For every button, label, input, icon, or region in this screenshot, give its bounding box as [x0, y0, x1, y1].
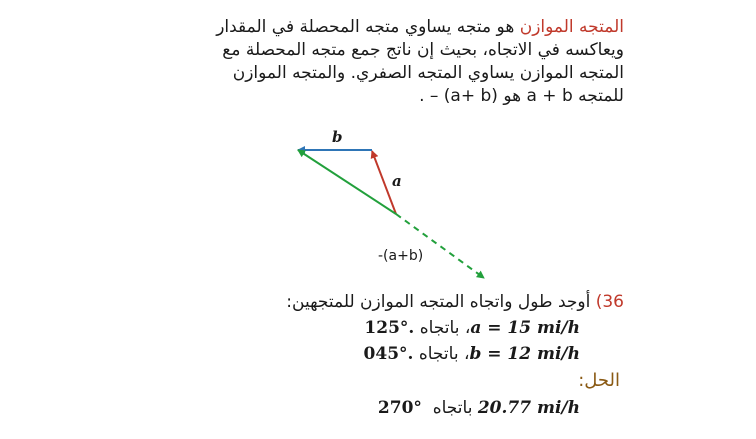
definition-line-1-text: هو متجه يساوي متجه المحصلة في المقدار: [216, 17, 515, 37]
vector-a-sep: ، باتجاه: [419, 318, 471, 338]
label-a: a: [392, 172, 402, 190]
definition-line-1: [104, 16, 624, 39]
question-number: 36): [595, 292, 624, 312]
vector-b-sep: ، باتجاه: [418, 344, 470, 364]
solution-direction-word: باتجاه: [432, 398, 473, 418]
vector-b-expr: b = 12 mi/h: [469, 344, 580, 364]
vector-a-expr: a = 15 mi/h: [470, 318, 580, 338]
vector-diagram: [280, 122, 500, 292]
equilibrant-arrow: [396, 214, 484, 278]
definition-line-4: للمتجه a + b هو (a+ b) – .: [419, 86, 624, 106]
question-block: [64, 290, 624, 314]
solution-magnitude: 20.77 mi/h: [477, 398, 580, 418]
vector-a-line: [364, 318, 580, 338]
term-highlight: المتجه الموازن: [519, 17, 624, 37]
vector-b-line: [364, 344, 580, 364]
vector-b-angle: 045°.: [363, 344, 414, 364]
solution-answer: [378, 398, 580, 418]
label-b: b: [332, 128, 343, 146]
question-text: أوجد طول واتجاه المتجه الموازن للمتجهين:: [286, 292, 591, 312]
definition-paragraph: [104, 16, 624, 108]
solution-angle: 270°: [377, 398, 422, 418]
definition-line-3: المتجه الموازن يساوي المتجه الصفري. والمتجه الموازن: [232, 63, 624, 83]
resultant-arrow: [298, 150, 396, 214]
label-neg-resultant: -(a+b): [378, 248, 424, 264]
definition-line-2: ويعاكسه في الاتجاه، بحيث إن ناتج جمع متجه المحصلة مع: [222, 40, 624, 60]
solution-label: الحل:: [578, 370, 620, 391]
vector-a-angle: 125°.: [364, 318, 415, 338]
